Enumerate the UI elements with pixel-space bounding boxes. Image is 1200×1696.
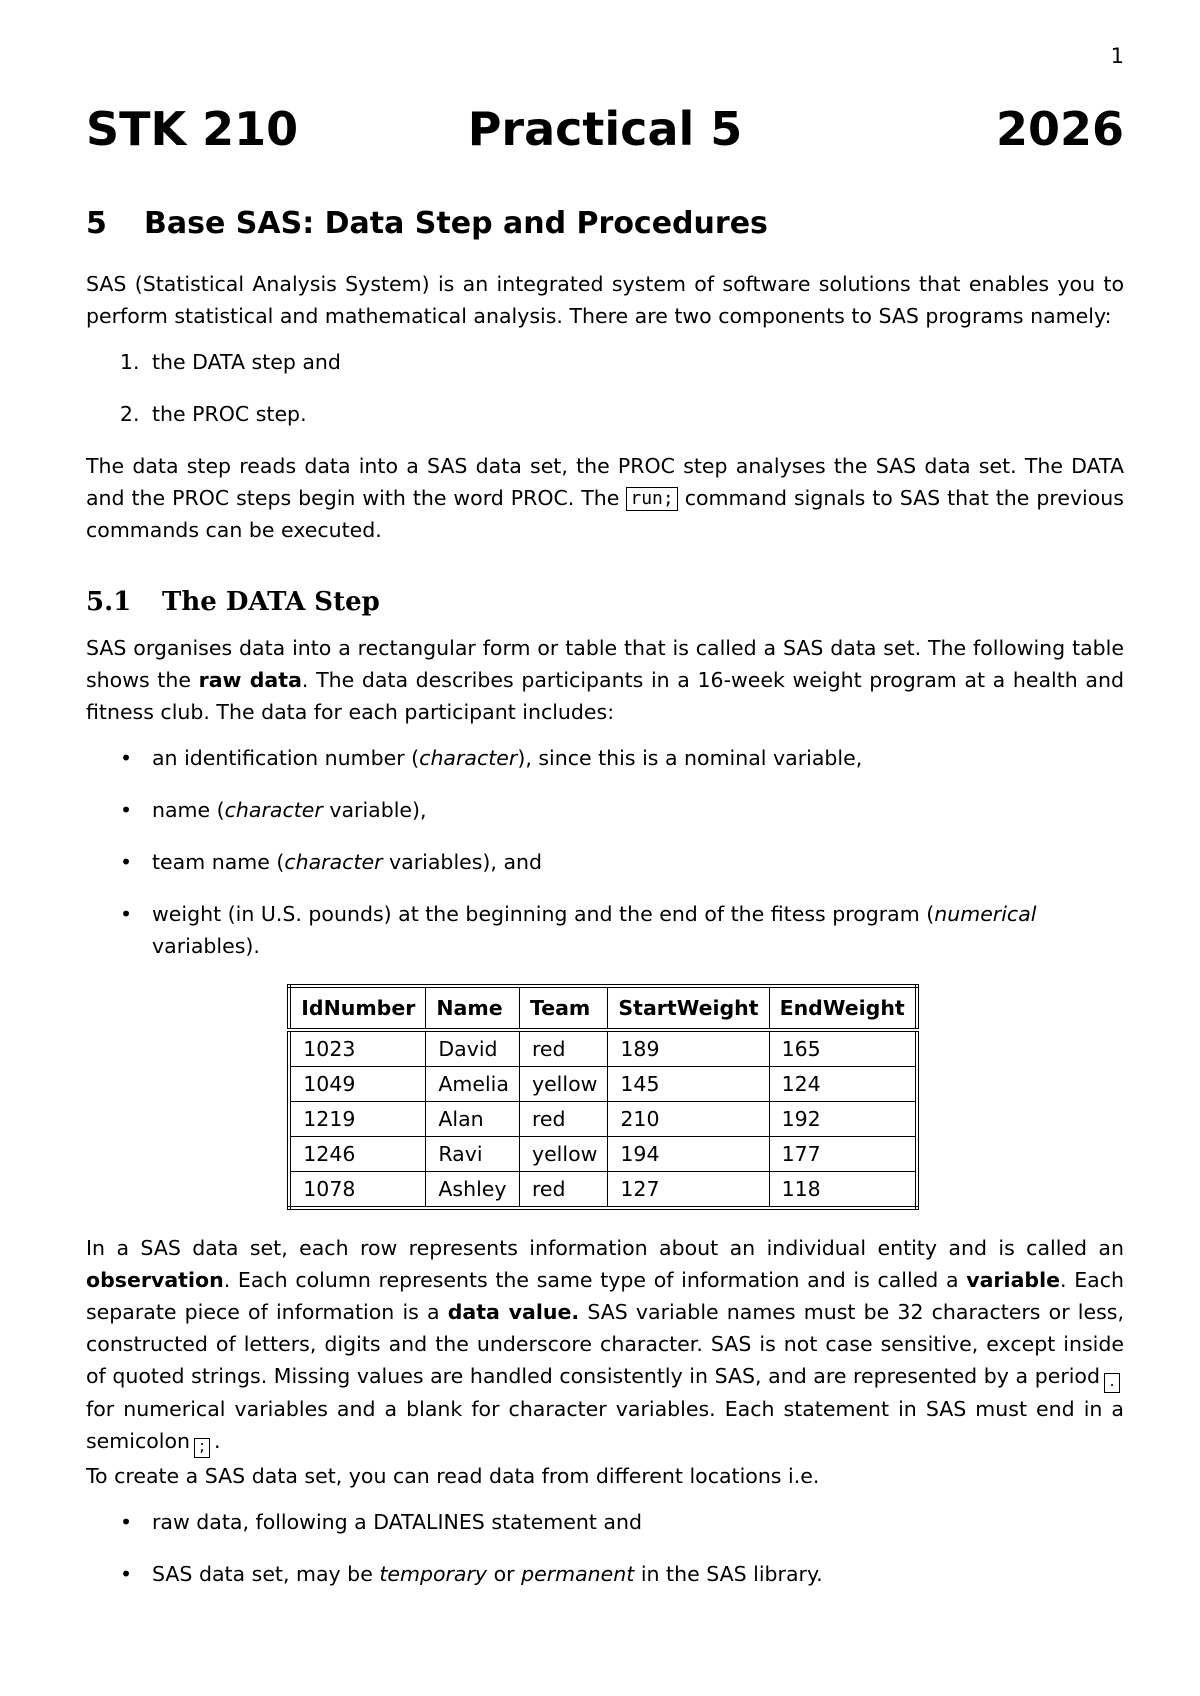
item-italic: numerical (934, 902, 1037, 926)
paragraph-text: SAS organises data into a rectangular form or table that is called a SAS data set. The following table shows the (86, 636, 1124, 692)
table-cell: 127 (608, 1172, 769, 1209)
bold-term: variable (966, 1268, 1061, 1292)
table-cell: 165 (769, 1030, 917, 1067)
list-item (146, 1506, 1124, 1538)
column-header: StartWeight (608, 986, 769, 1030)
list-item: 2. the PROC step. (146, 398, 1124, 430)
list-item (146, 742, 1124, 774)
item-text: SAS data set, may be (152, 1562, 380, 1586)
table-row (289, 1172, 916, 1209)
list-item (146, 1558, 1124, 1590)
list-item (146, 846, 1124, 878)
column-header: Name (426, 986, 520, 1030)
table-cell: 145 (608, 1067, 769, 1102)
paragraph-text: SAS variable names must be 32 characters or less, constructed of letters, digits and the underscore character. SAS is not case sensitive, except inside of quoted strings. Missing values are handled consistently in SAS, and are represented by a period (86, 1300, 1124, 1388)
paragraph-text: . (214, 1429, 221, 1453)
table-cell: 210 (608, 1102, 769, 1137)
bold-term: observation (86, 1268, 224, 1292)
section-number: 5 (86, 206, 107, 241)
table-cell: yellow (519, 1137, 607, 1172)
table-cell: Alan (426, 1102, 520, 1137)
run-code: run; (626, 487, 677, 511)
column-header: Team (519, 986, 607, 1030)
section-title: Base SAS: Data Step and Procedures (144, 206, 768, 241)
item-text: in the SAS library. (634, 1562, 823, 1586)
table-cell: 124 (769, 1067, 917, 1102)
paragraph-text: The data step reads data into a SAS data set, the PROC step analyses the SAS data set. The DATA and the PROC steps begin with the word PROC. The (86, 454, 1124, 510)
organise-paragraph (86, 632, 1124, 728)
table-cell: David (426, 1030, 520, 1067)
list-item: 1. the DATA step and (146, 346, 1124, 378)
item-text: ), since this is a nominal variable, (517, 746, 863, 770)
table-row (289, 1102, 916, 1137)
table-row (289, 1030, 916, 1067)
create-paragraph: To create a SAS data set, you can read data from different locations i.e. (86, 1464, 820, 1488)
bold-term: raw data (198, 668, 302, 692)
table-cell: yellow (519, 1067, 607, 1102)
item-italic: temporary (379, 1562, 488, 1586)
raw-data-table (287, 984, 918, 1210)
subsection-heading (86, 582, 1124, 622)
table-cell: 177 (769, 1137, 917, 1172)
paragraph-text: for numerical variables and a blank for character variables. Each statement in SAS must end in a semicolon (86, 1397, 1124, 1453)
table-cell: Ravi (426, 1137, 520, 1172)
table-cell: Amelia (426, 1067, 520, 1102)
list-item (146, 898, 1124, 962)
document-header (86, 102, 1124, 156)
observation-paragraph (86, 1232, 1124, 1458)
main-content (86, 202, 1124, 1610)
intro-paragraph: SAS (Statistical Analysis System) is an integrated system of software solutions that enables you to perform statistical and mathematical analysis. There are two components to SAS programs namely: (86, 272, 1124, 328)
item-text: team name ( (152, 850, 285, 874)
table-cell: 1078 (289, 1172, 426, 1209)
paragraph-text: . Each separate piece of information is a (86, 1268, 1124, 1324)
paragraph-text: . Each column represents the same type of information and is called a (223, 1268, 959, 1292)
table-cell: 1246 (289, 1137, 426, 1172)
section-heading (86, 202, 1124, 246)
page-number: 1 (1110, 44, 1124, 68)
table-cell: 1023 (289, 1030, 426, 1067)
table-row (289, 1137, 916, 1172)
table-cell: red (519, 1102, 607, 1137)
item-text: name ( (152, 798, 225, 822)
year: 2026 (995, 102, 1124, 156)
list-item (146, 794, 1124, 826)
locations-list (86, 1506, 1124, 1590)
item-text: or (487, 1562, 522, 1586)
item-italic: permanent (521, 1562, 635, 1586)
table-header-row (289, 986, 916, 1030)
item-text: variables). (152, 934, 260, 958)
paragraph-text: command signals to SAS that the previous commands can be executed. (86, 486, 1124, 542)
variables-list (86, 742, 1124, 962)
item-text: weight (in U.S. pounds) at the beginning and the end of the fitess program ( (152, 902, 935, 926)
components-list (86, 346, 1124, 430)
paragraph-text: In a SAS data set, each row represents information about an individual entity and is called an (86, 1236, 1124, 1260)
table-cell: Ashley (426, 1172, 520, 1209)
table-container (82, 984, 1124, 1210)
steps-paragraph (86, 450, 1124, 546)
subsection-title: The DATA Step (162, 587, 380, 617)
item-text: variables), and (382, 850, 543, 874)
semicolon-box: ; (194, 1438, 210, 1458)
item-text: an identification number ( (152, 746, 420, 770)
table-row (289, 1067, 916, 1102)
table-cell: 189 (608, 1030, 769, 1067)
table-cell: 1049 (289, 1067, 426, 1102)
course-code: STK 210 (86, 102, 299, 156)
item-italic: character (284, 850, 383, 874)
column-header: EndWeight (769, 986, 917, 1030)
item-italic: character (224, 798, 323, 822)
item-text: raw data, following a DATALINES statement and (152, 1510, 642, 1534)
table-cell: 1219 (289, 1102, 426, 1137)
subsection-number: 5.1 (86, 587, 132, 617)
period-box: . (1104, 1373, 1120, 1393)
practical-title: Practical 5 (467, 102, 743, 156)
item-text: variable), (322, 798, 427, 822)
item-italic: character (419, 746, 518, 770)
table-cell: 192 (769, 1102, 917, 1137)
table-cell: 194 (608, 1137, 769, 1172)
table-cell: 118 (769, 1172, 917, 1209)
table-cell: red (519, 1172, 607, 1209)
bold-term: data value. (447, 1300, 580, 1324)
column-header: IdNumber (289, 986, 426, 1030)
table-cell: red (519, 1030, 607, 1067)
paragraph-text: . The data describes participants in a 16-week weight program at a health and fitness club. The data for each participant includes: (86, 668, 1124, 724)
